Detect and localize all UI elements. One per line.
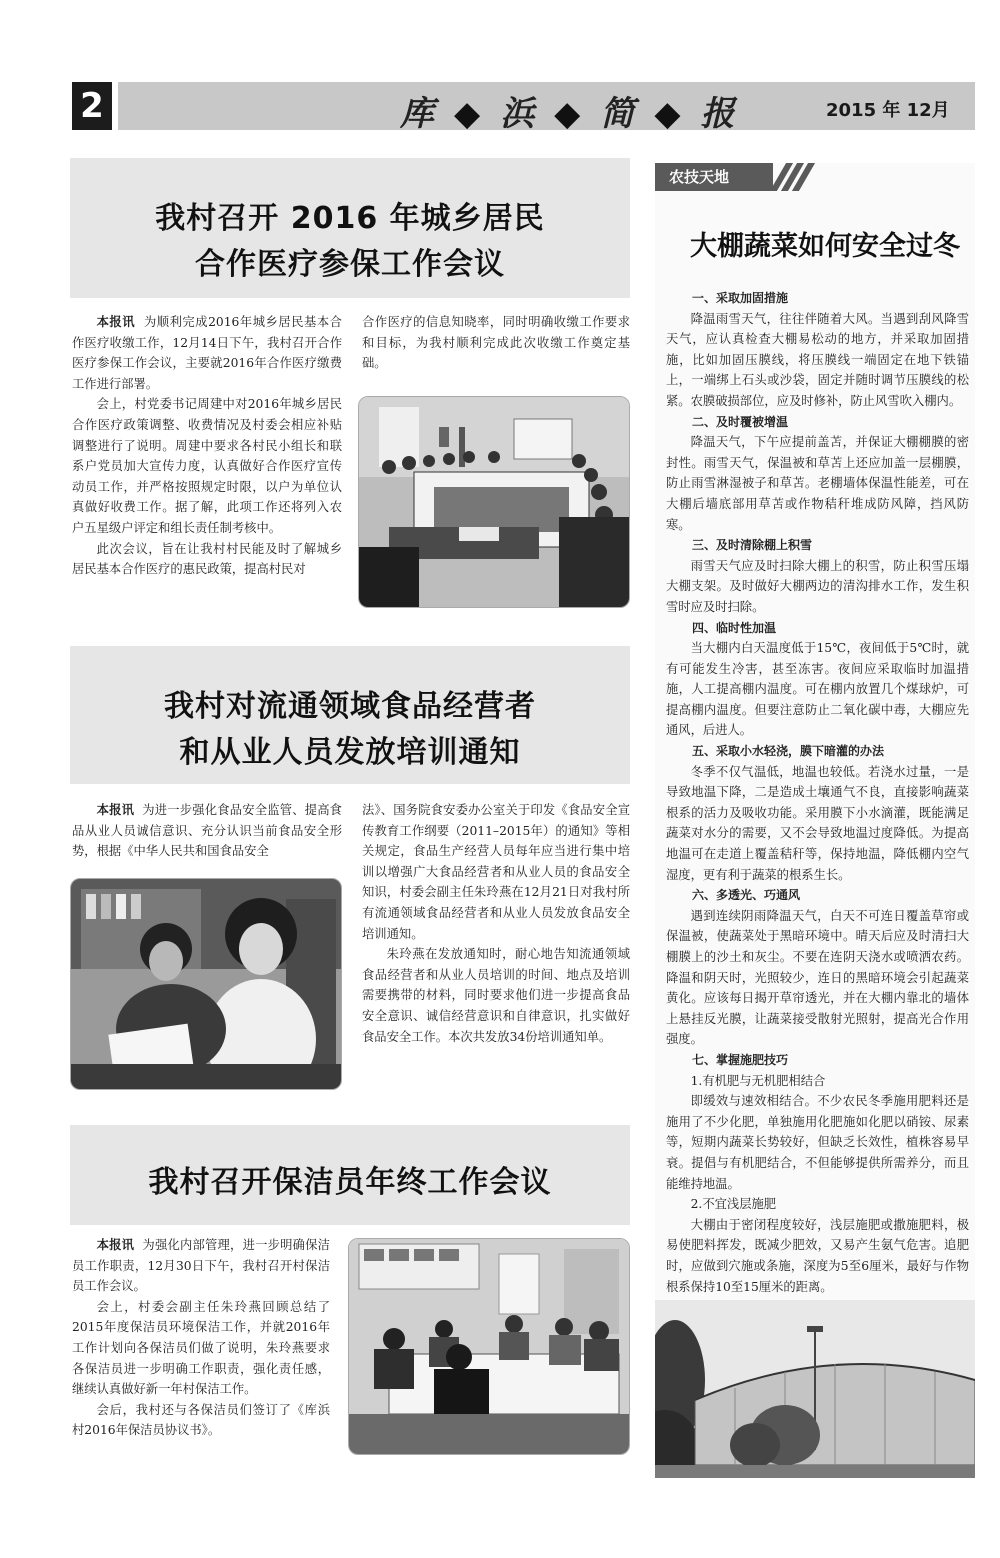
article1-para2: 会上，村党委书记周建中对2016年城乡居民合作医疗政策调整、收费情况及村委会相应补贴调整进行了说明。周建中要求各村民小组长和联系户党员加大宣传力度，认真做好合作医疗宣传动员工作，并严格按照规定时限，以户为单位认真做好收费工作。据了解，此项工作还将列入农户五星级户评定和组长责任制考核中。 xyxy=(72,397,342,535)
section-2-para: 降温天气，下午应提前盖苫，并保证大棚棚膜的密封性。雨雪天气，保温被和草苫上还应加盖一层棚膜，防止雨雪淋湿被子和草苫。老棚墙体保温性能差，可在大棚后墙底部用草苫或作物秸秆堆成防风障，挡风防寒。 xyxy=(666,435,969,532)
section-5-para: 冬季不仅气温低，地温也较低。若浇水过量，一是导致地温下降，二是造成土壤通气不良，直接影响蔬菜根系的活力及吸收功能。采用膜下小水滴灌，既能满足蔬菜对水分的需要，又不会导致地温过度降低。为提高地温可在走道上覆盖秸秆等，保持地温，降低棚内空气湿度，更有利于蔬菜的根系生长。 xyxy=(666,764,969,882)
section-4-para: 当大棚内白天温度低于15℃，夜间低于5℃时，就有可能发生冷害，甚至冻害。夜间应采取临时加温措施，人工提高棚内温度。可在棚内放置几个煤球炉，可提高棚内温度。但要注意防止二氧化碳中毒，大棚应先通风，后进人。 xyxy=(666,641,969,738)
section-3-heading: 三、及时清除棚上积雪 xyxy=(692,538,813,553)
article3-lead: 本报讯 xyxy=(96,1238,135,1252)
article3-title: 我村召开保洁员年终工作会议 xyxy=(148,1165,552,1200)
page-number: 2 xyxy=(72,82,112,130)
article2-title-line2: 和从业人员发放培训通知 xyxy=(179,735,521,770)
meeting-photo xyxy=(358,396,630,608)
masthead-title: 库◆浜◆简◆报 xyxy=(400,94,753,134)
article3-para2: 会上，村委会副主任朱玲燕回顾总结了2015年度保洁员环境保洁工作，并就2016年工作计划向各保洁员们做了说明，朱玲燕要求各保洁员进一步明确工作职责，强化责任感，继续认真做好新一年村保洁工作。 xyxy=(72,1299,330,1397)
article2-para1: 为进一步强化食品安全监管、提高食品从业人员诚信意识、充分认识当前食品安全形势，根据《中华人民共和国食品安全 xyxy=(72,803,342,859)
article3-para3: 会后，我村还与各保洁员们签订了《库浜村2016年保洁员协议书》。 xyxy=(72,1402,330,1438)
section-label: 农技天地 xyxy=(655,163,773,191)
article2-title-line1: 我村对流通领域食品经营者 xyxy=(164,689,536,724)
article1-col2 xyxy=(362,312,630,374)
issue-date: 2015 年 12月 xyxy=(826,100,950,121)
masthead-char-4: 报 xyxy=(700,94,753,134)
article3-text xyxy=(72,1235,330,1441)
section-4-heading: 四、临时性加温 xyxy=(692,620,777,635)
section-6-heading: 六、多透光、巧通风 xyxy=(692,888,801,903)
cleaners-meeting-photo xyxy=(348,1238,630,1455)
section-7-heading: 七、掌握施肥技巧 xyxy=(692,1052,789,1067)
sidebar-text xyxy=(666,288,969,1297)
section-1-heading: 一、采取加固措施 xyxy=(692,291,789,305)
masthead-char-2: 浜 xyxy=(500,94,553,134)
section-7-para2: 大棚由于密闭程度较好，浅层施肥或撒施肥料，极易使肥料挥发，既减少肥效，又易产生氨气危害。追肥时，应做到穴施或条施，深度为5至6厘米，最好与作物根系保持10至15厘米的距离。 xyxy=(666,1217,969,1294)
section-3-para: 雨雪天气应及时扫除大棚上的积雪，防止积雪压塌大棚支架。及时做好大棚两边的清沟排水工作，发生积雪时应及时扫除。 xyxy=(666,558,969,614)
masthead-char-1: 库 xyxy=(400,94,452,134)
article1-lead: 本报讯 xyxy=(96,315,136,329)
section-6-para: 遇到连续阴雨降温天气，白天不可连日覆盖草帘或保温被，使蔬菜处于黑暗环境中。晴天后应及时清扫大棚膜上的沙土和灰尘。不要在连阴天浇水或喷洒农药。降温和阴天时，光照较少，连日的黑暗环境会引起蔬菜黄化。应该每日揭开草帘透光，并在大棚内靠北的墙体上悬挂反光膜，让蔬菜接受散射光照射，提高光合作用强度。 xyxy=(666,908,969,1047)
article2-col1 xyxy=(72,800,342,862)
article1-para3: 此次会议，旨在让我村村民能及时了解城乡居民基本合作医疗的惠民政策，提高村民对 xyxy=(72,541,342,577)
article1-title-line1: 我村召开 2016 年城乡居民 xyxy=(155,201,545,236)
article1-title-line2: 合作医疗参保工作会议 xyxy=(195,247,505,282)
article1-title xyxy=(70,196,630,288)
section-5-heading: 五、采取小水轻浇，膜下暗灌的办法 xyxy=(692,744,885,759)
article2-para3: 朱玲燕在发放通知时，耐心地告知流通领域食品经营者和从业人员培训的时间、地点及培训需要携带的材料，同时要求他们进一步提高食品安全意识、诚信经营意识和自律意识，扎实做好食品安全工作。本次共发放34份培训通知单。 xyxy=(362,947,630,1044)
section-7-sub1: 1.有机肥与无机肥相结合 xyxy=(690,1073,826,1088)
article1-col2-text: 合作医疗的信息知晓率，同时明确收缴工作要求和目标，为我村顺利完成此次收缴工作奠定基础。 xyxy=(362,315,630,371)
article2-title xyxy=(70,684,630,776)
training-photo xyxy=(70,878,342,1090)
article1-para1: 为顺利完成2016年城乡居民基本合作医疗收缴工作，12月14日下午，我村召开合作医疗参保工作会议，主要就2016年合作医疗缴费工作进行部署。 xyxy=(72,315,342,391)
section-1-para: 降温雨雪天气，往往伴随着大风。当遇到刮风降雪天气，应认真检查大棚易松动的地方，并采取加固措施，比如加固压膜线，将压膜线一端固定在地下铁锚上，一端绑上石头或沙袋，固定并随时调节压膜线的松紧。农膜破损部位，应及时修补，防止风雪吹入棚内。 xyxy=(666,311,969,408)
section-7-para1: 即缓效与速效相结合。不少农民冬季施用肥料还是施用了不少化肥，单独施用化肥施如化肥以硝铵、尿素等，短期内蔬菜长势较好，但缺乏长效性，植株容易早衰。提倡与有机肥结合，不但能够提供所需养分，而且能维持地温。 xyxy=(666,1094,969,1191)
sidebar-title: 大棚蔬菜如何安全过冬 xyxy=(690,231,960,262)
masthead-char-3: 简 xyxy=(600,94,653,134)
section-7-sub2: 2.不宜浅层施肥 xyxy=(690,1197,777,1212)
greenhouse-photo xyxy=(655,1300,975,1478)
article1-col1 xyxy=(72,312,342,580)
article3-para1: 为强化内部管理，进一步明确保洁员工作职责，12月30日下午，我村召开村保洁员工作会议。 xyxy=(72,1238,330,1294)
article2-lead: 本报讯 xyxy=(96,803,135,817)
article2-col2 xyxy=(362,800,630,1047)
article2-para2: 法》、国务院食安委办公室关于印发《食品安全宣传教育工作纲要（2011–2015年）的通知》等相关规定，食品生产经营人员每年应当进行集中培训以增强广大食品经营者和从业人员的食品安全知识，村委会副主任朱玲燕在12月21日对我村所有流通领域食品经营者和从业人员发放食品安全培训通知。 xyxy=(362,803,630,941)
section-2-heading: 二、及时覆被增温 xyxy=(692,414,789,429)
